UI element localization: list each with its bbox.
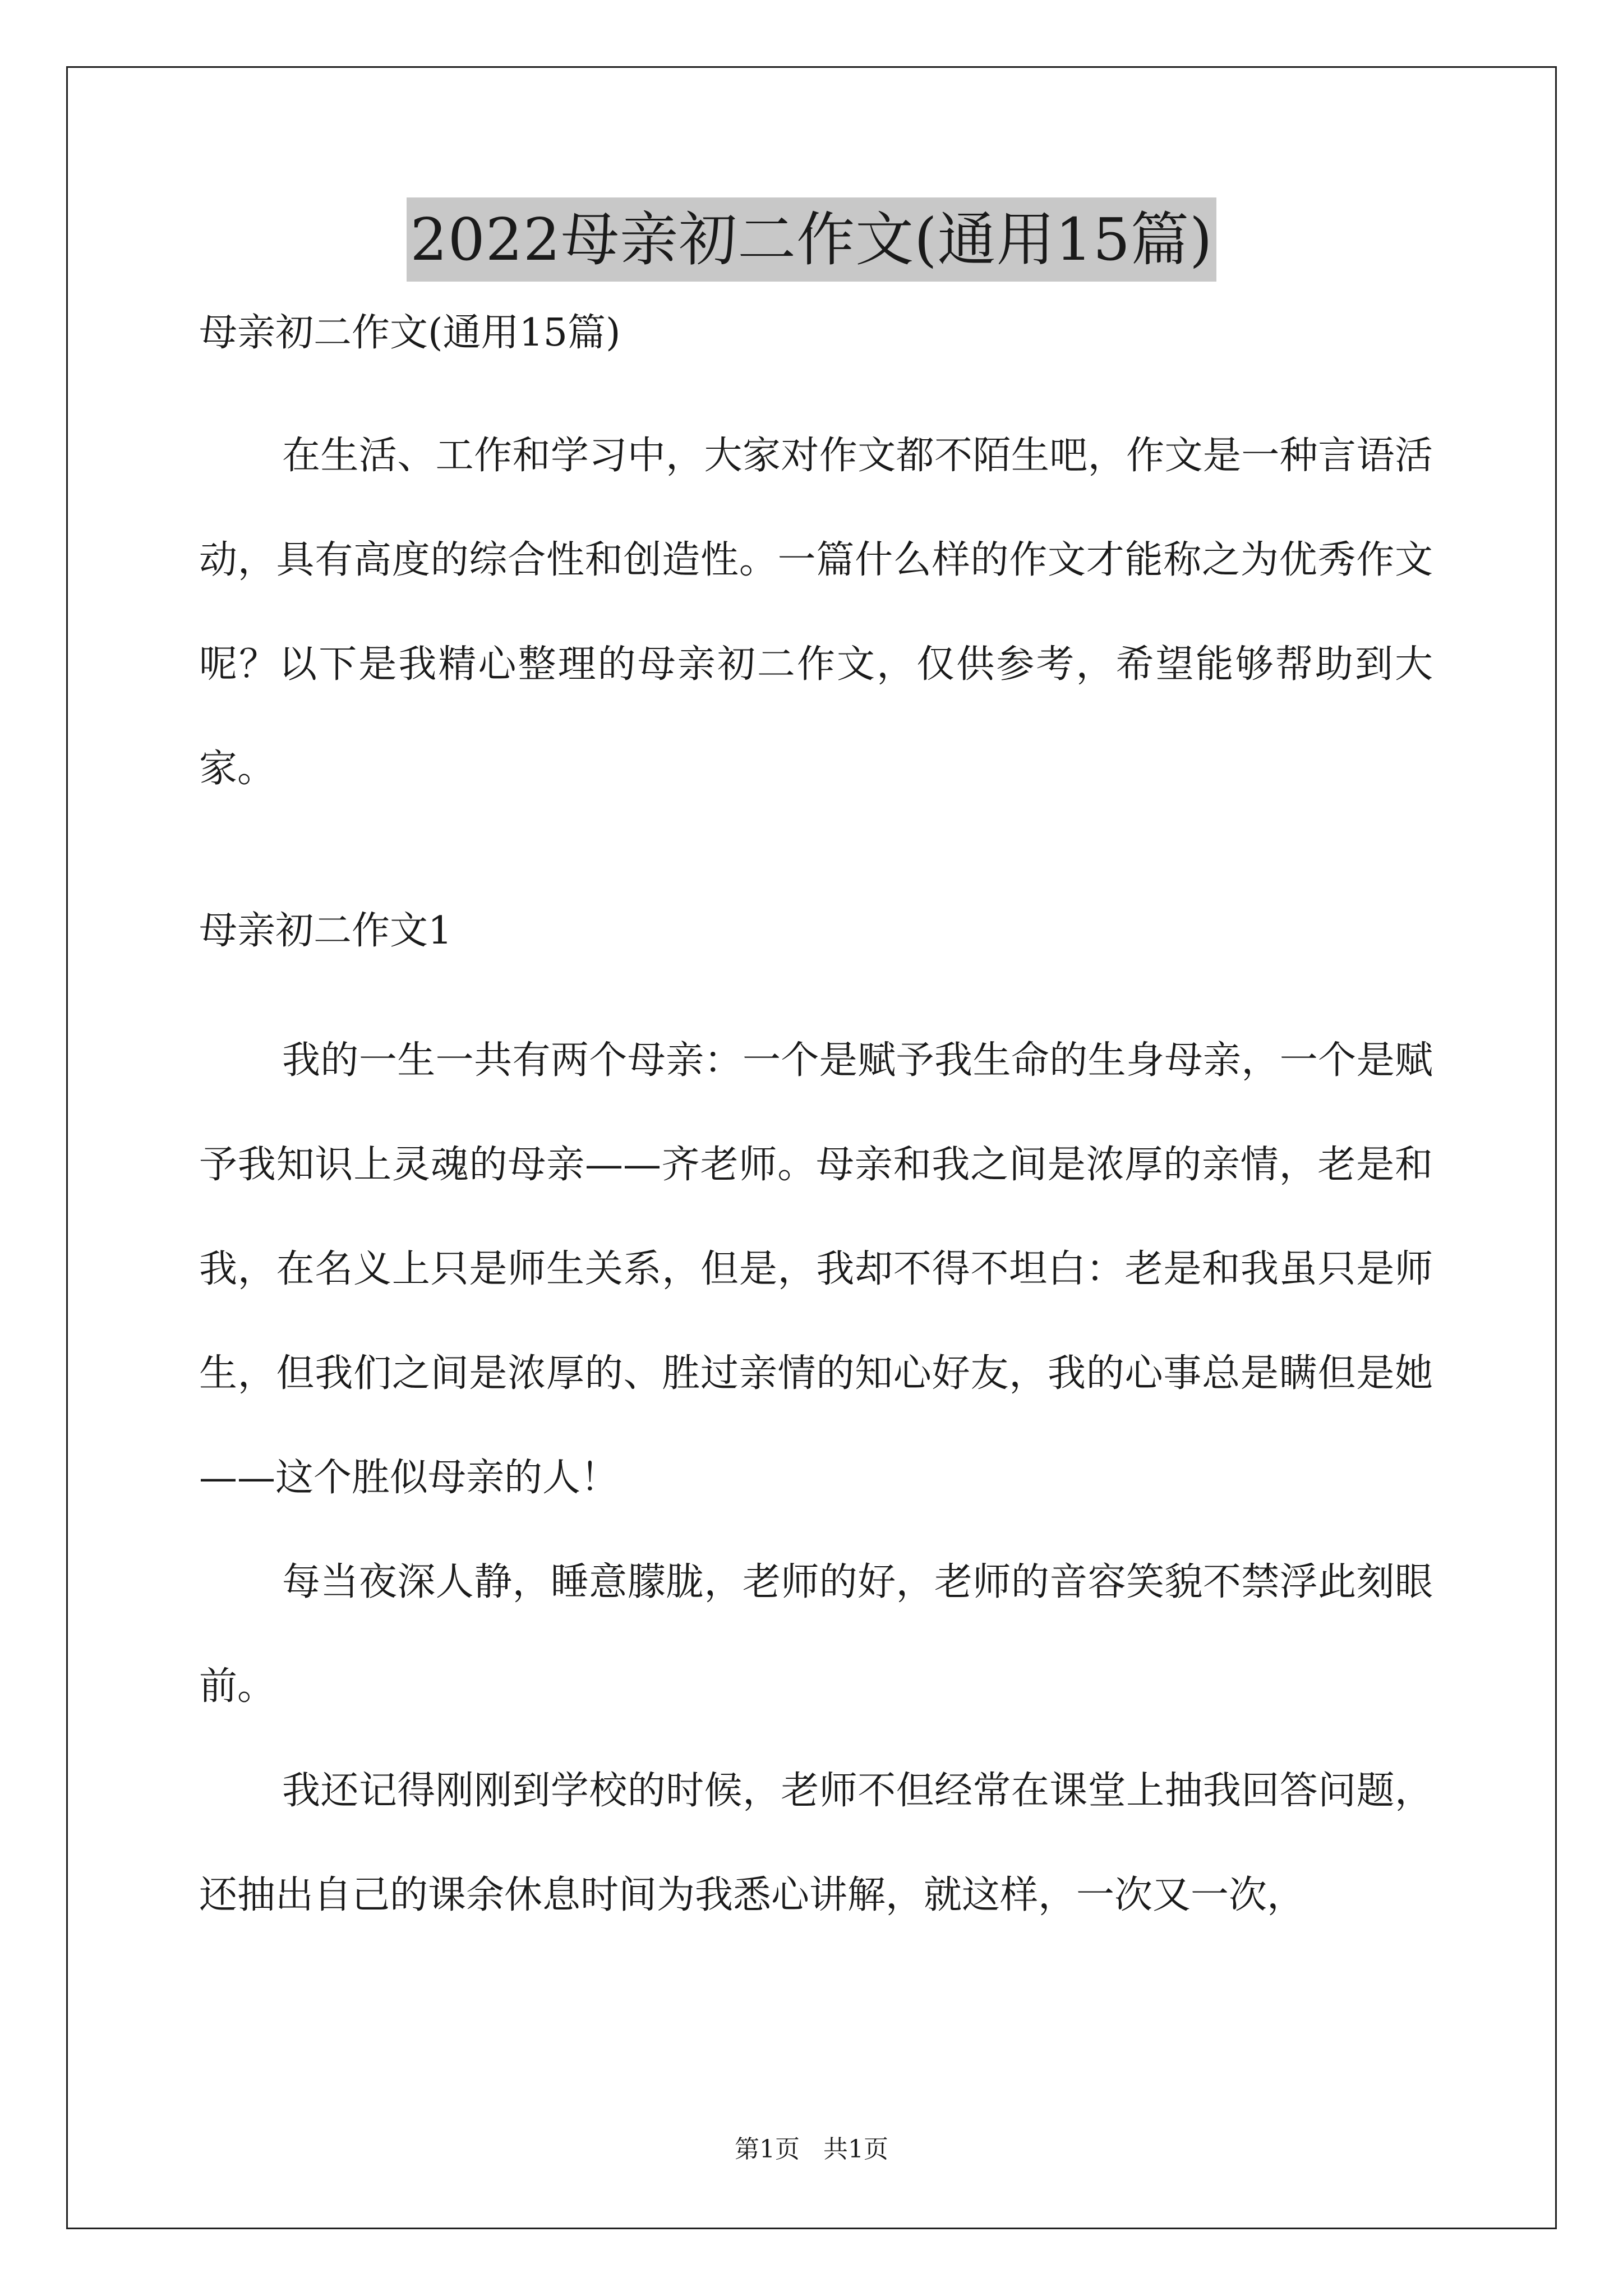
title-container (0, 197, 1623, 282)
document-body (199, 307, 1433, 1948)
document-subtitle: 母亲初二作文(通用15篇) (199, 311, 621, 355)
intro-paragraph: 在生活、工作和学习中，大家对作文都不陌生吧，作文是一种言语活动，具有高度的综合性和创造性。一篇什么样的作文才能称之为优秀作文呢？以下是我精心整理的母亲初二作文，仅供参考，希望能够帮助到大家。 (199, 434, 1433, 791)
body-paragraph: 每当夜深人静，睡意朦胧，老师的好，老师的音容笑貌不禁浮此刻眼前。 (199, 1560, 1433, 1709)
page-footer: 第1页 共1页 (735, 2135, 888, 2164)
section-heading: 母亲初二作文1 (199, 909, 453, 953)
body-paragraph: 我还记得刚刚到学校的时候，老师不但经常在课堂上抽我回答问题，还抽出自己的课余休息时间为我悉心讲解，就这样，一次又一次， (199, 1769, 1433, 1917)
document-title: 2022母亲初二作文(通用15篇) (407, 197, 1216, 282)
body-paragraph: 我的一生一共有两个母亲：一个是赋予我生命的生身母亲，一个是赋予我知识上灵魂的母亲——齐老师。母亲和我之间是浓厚的亲情，老是和我，在名义上只是师生关系，但是，我却不得不坦白：老是和我虽只是师生，但我们之间是浓厚的、胜过亲情的知心好友，我的心事总是瞒但是她——这个胜似母亲的人！ (199, 1038, 1433, 1500)
